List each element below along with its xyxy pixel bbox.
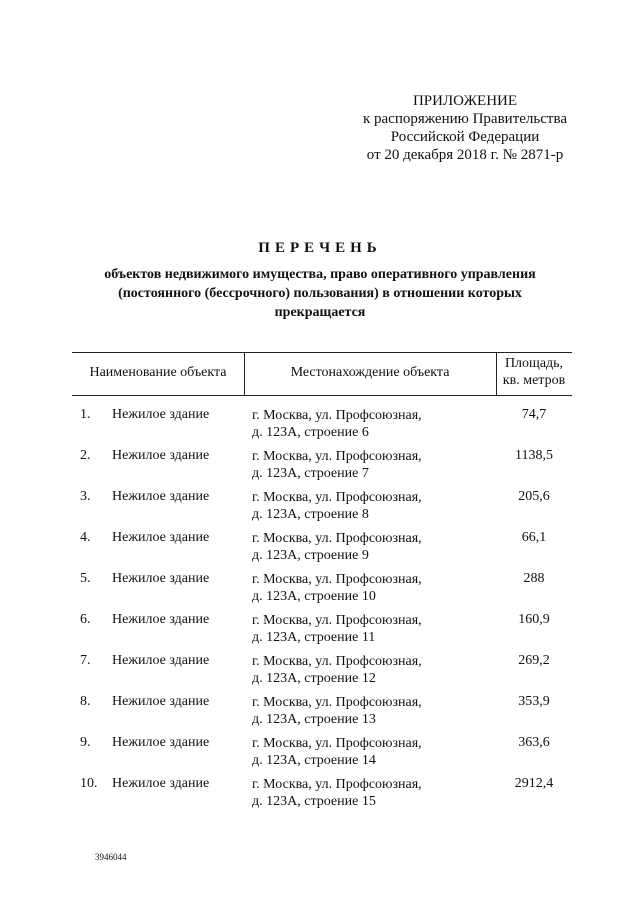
row-area: 66,1 (521, 530, 547, 545)
appendix-line: к распоряжению Правительства (362, 111, 567, 127)
row-location-line1: г. Москва, ул. Профсоюзная, (252, 490, 422, 505)
row-area: 363,6 (518, 735, 550, 750)
row-number: 3. (80, 489, 91, 504)
header-area (496, 355, 572, 389)
row-location (252, 653, 422, 687)
row-location-line1: г. Москва, ул. Профсоюзная, (252, 736, 422, 751)
header-area-line1: Площадь, (504, 356, 564, 371)
row-location-line1: г. Москва, ул. Профсоюзная, (252, 654, 422, 669)
row-area: 74,7 (521, 407, 547, 422)
row-number: 1. (80, 407, 91, 422)
row-object-name: Нежилое здание (112, 653, 210, 668)
table-row (72, 446, 572, 487)
row-location (252, 489, 422, 523)
row-object-name: Нежилое здание (112, 776, 210, 791)
table-row (72, 733, 572, 774)
table-body (72, 405, 572, 815)
row-location (252, 448, 422, 482)
row-location-line2: д. 123А, строение 12 (252, 671, 376, 686)
row-number: 9. (80, 735, 91, 750)
appendix-line: Российской Федерации (390, 129, 540, 145)
row-area: 353,9 (518, 694, 550, 709)
row-location-line2: д. 123А, строение 15 (252, 794, 376, 809)
row-number: 4. (80, 530, 91, 545)
table-row (72, 487, 572, 528)
row-location-line2: д. 123А, строение 7 (252, 466, 369, 481)
appendix-date-number: от 20 декабря 2018 г. № 2871-р (366, 147, 564, 163)
table-row (72, 692, 572, 733)
header-name: Наименование объекта (89, 365, 227, 380)
row-object-name: Нежилое здание (112, 530, 210, 545)
row-location-line1: г. Москва, ул. Профсоюзная, (252, 695, 422, 710)
header-location: Местонахождение объекта (290, 365, 450, 380)
document-subtitle (70, 265, 570, 322)
row-location-line1: г. Москва, ул. Профсоюзная, (252, 531, 422, 546)
row-object-name: Нежилое здание (112, 694, 210, 709)
row-number: 7. (80, 653, 91, 668)
row-location-line1: г. Москва, ул. Профсоюзная, (252, 408, 422, 423)
table-row (72, 610, 572, 651)
row-area: 160,9 (518, 612, 550, 627)
row-location-line1: г. Москва, ул. Профсоюзная, (252, 777, 422, 792)
row-number: 10. (80, 776, 98, 791)
row-location-line2: д. 123А, строение 6 (252, 425, 369, 440)
row-area: 269,2 (518, 653, 550, 668)
row-object-name: Нежилое здание (112, 612, 210, 627)
row-location-line2: д. 123А, строение 9 (252, 548, 369, 563)
row-area: 1138,5 (515, 448, 553, 463)
row-location-line1: г. Москва, ул. Профсоюзная, (252, 449, 422, 464)
row-location-line1: г. Москва, ул. Профсоюзная, (252, 613, 422, 628)
table-row (72, 651, 572, 692)
subtitle-line: (постоянного (бессрочного) пользования) в отношении которых (118, 286, 522, 301)
subtitle-line: прекращается (274, 305, 366, 320)
document-id: 3946044 (95, 852, 127, 862)
row-location-line1: г. Москва, ул. Профсоюзная, (252, 572, 422, 587)
row-area: 205,6 (518, 489, 550, 504)
subtitle-line: объектов недвижимого имущества, право оперативного управления (104, 267, 536, 282)
row-number: 2. (80, 448, 91, 463)
row-object-name: Нежилое здание (112, 407, 210, 422)
row-number: 5. (80, 571, 91, 586)
row-location (252, 530, 422, 564)
row-number: 8. (80, 694, 91, 709)
table-header (72, 352, 572, 396)
document-title: ПЕРЕЧЕНЬ (258, 240, 382, 256)
row-location (252, 571, 422, 605)
row-location (252, 407, 422, 441)
row-object-name: Нежилое здание (112, 735, 210, 750)
row-location (252, 612, 422, 646)
appendix-title: ПРИЛОЖЕНИЕ (412, 93, 518, 109)
header-area-line2: кв. метров (502, 373, 566, 388)
row-location (252, 694, 422, 728)
row-location-line2: д. 123А, строение 10 (252, 589, 376, 604)
row-location (252, 776, 422, 810)
appendix-header (330, 92, 600, 164)
table-row (72, 569, 572, 610)
row-object-name: Нежилое здание (112, 489, 210, 504)
row-location-line2: д. 123А, строение 11 (252, 630, 376, 645)
row-location-line2: д. 123А, строение 14 (252, 753, 376, 768)
row-area: 2912,4 (514, 776, 554, 791)
row-object-name: Нежилое здание (112, 571, 210, 586)
row-location-line2: д. 123А, строение 8 (252, 507, 369, 522)
row-number: 6. (80, 612, 91, 627)
row-location (252, 735, 422, 769)
table-row (72, 405, 572, 446)
table-row (72, 528, 572, 569)
row-area: 288 (523, 571, 545, 586)
table-row (72, 774, 572, 815)
row-location-line2: д. 123А, строение 13 (252, 712, 376, 727)
row-object-name: Нежилое здание (112, 448, 210, 463)
